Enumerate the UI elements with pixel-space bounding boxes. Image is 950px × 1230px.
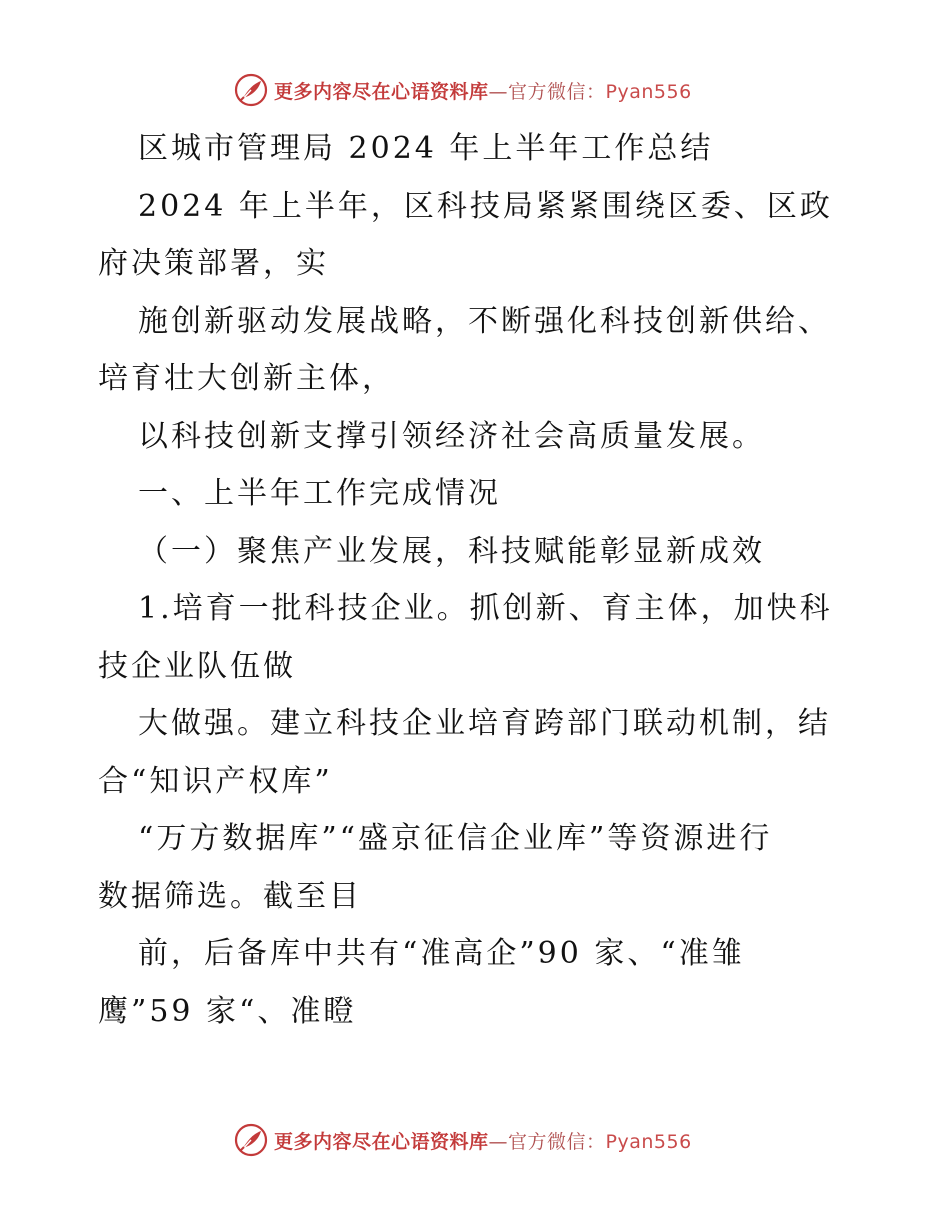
document-line: 府决策部署，实 bbox=[98, 246, 329, 281]
watermark-suffix: 官方微信： bbox=[508, 1130, 606, 1153]
watermark-banner-bottom bbox=[234, 1122, 692, 1158]
feather-quill-icon bbox=[234, 73, 268, 107]
watermark-suffix: 官方微信： bbox=[508, 80, 606, 103]
document-line: 数据筛选。截至目 bbox=[98, 878, 362, 914]
document-line: 合“知识产权库” bbox=[98, 763, 333, 799]
document-body bbox=[98, 120, 858, 1040]
document-line: 培育壮大创新主体， bbox=[98, 361, 395, 396]
feather-quill-icon bbox=[234, 1123, 268, 1157]
watermark-wechat-id: Pyan556 bbox=[605, 1130, 692, 1153]
document-line: 技企业队伍做 bbox=[98, 648, 296, 684]
watermark-separator: — bbox=[488, 1130, 509, 1153]
document-line: 区城市管理局 2024 年上半年工作总结 bbox=[138, 131, 714, 166]
document-line: 鹰”59 家“、准瞪 bbox=[98, 993, 357, 1029]
document-line: 施创新驱动发展战略，不断强化科技创新供给、 bbox=[138, 303, 831, 339]
document-line: 以科技创新支撑引领经济社会高质量发展。 bbox=[138, 418, 765, 454]
document-line: “万方数据库”“盛京征信企业库”等资源进行 bbox=[138, 821, 773, 856]
document-line: 1.培育一批科技企业。抓创新、育主体，加快科 bbox=[138, 591, 833, 626]
watermark-wechat-id: Pyan556 bbox=[605, 80, 692, 103]
document-line: 2024 年上半年，区科技局紧紧围绕区委、区政 bbox=[138, 188, 833, 224]
document-line: 一、上半年工作完成情况 bbox=[138, 476, 501, 511]
watermark-separator: — bbox=[488, 80, 509, 103]
watermark-banner-top bbox=[234, 72, 692, 108]
watermark-main-text: 更多内容尽在心语资料库 bbox=[274, 1130, 489, 1153]
document-line: 大做强。建立科技企业培育跨部门联动机制，结 bbox=[138, 706, 831, 741]
document-line: 前，后备库中共有“准高企”90 家、“准雏 bbox=[138, 936, 745, 971]
watermark-main-text: 更多内容尽在心语资料库 bbox=[274, 80, 489, 103]
document-line: （一）聚焦产业发展，科技赋能彰显新成效 bbox=[138, 533, 765, 569]
